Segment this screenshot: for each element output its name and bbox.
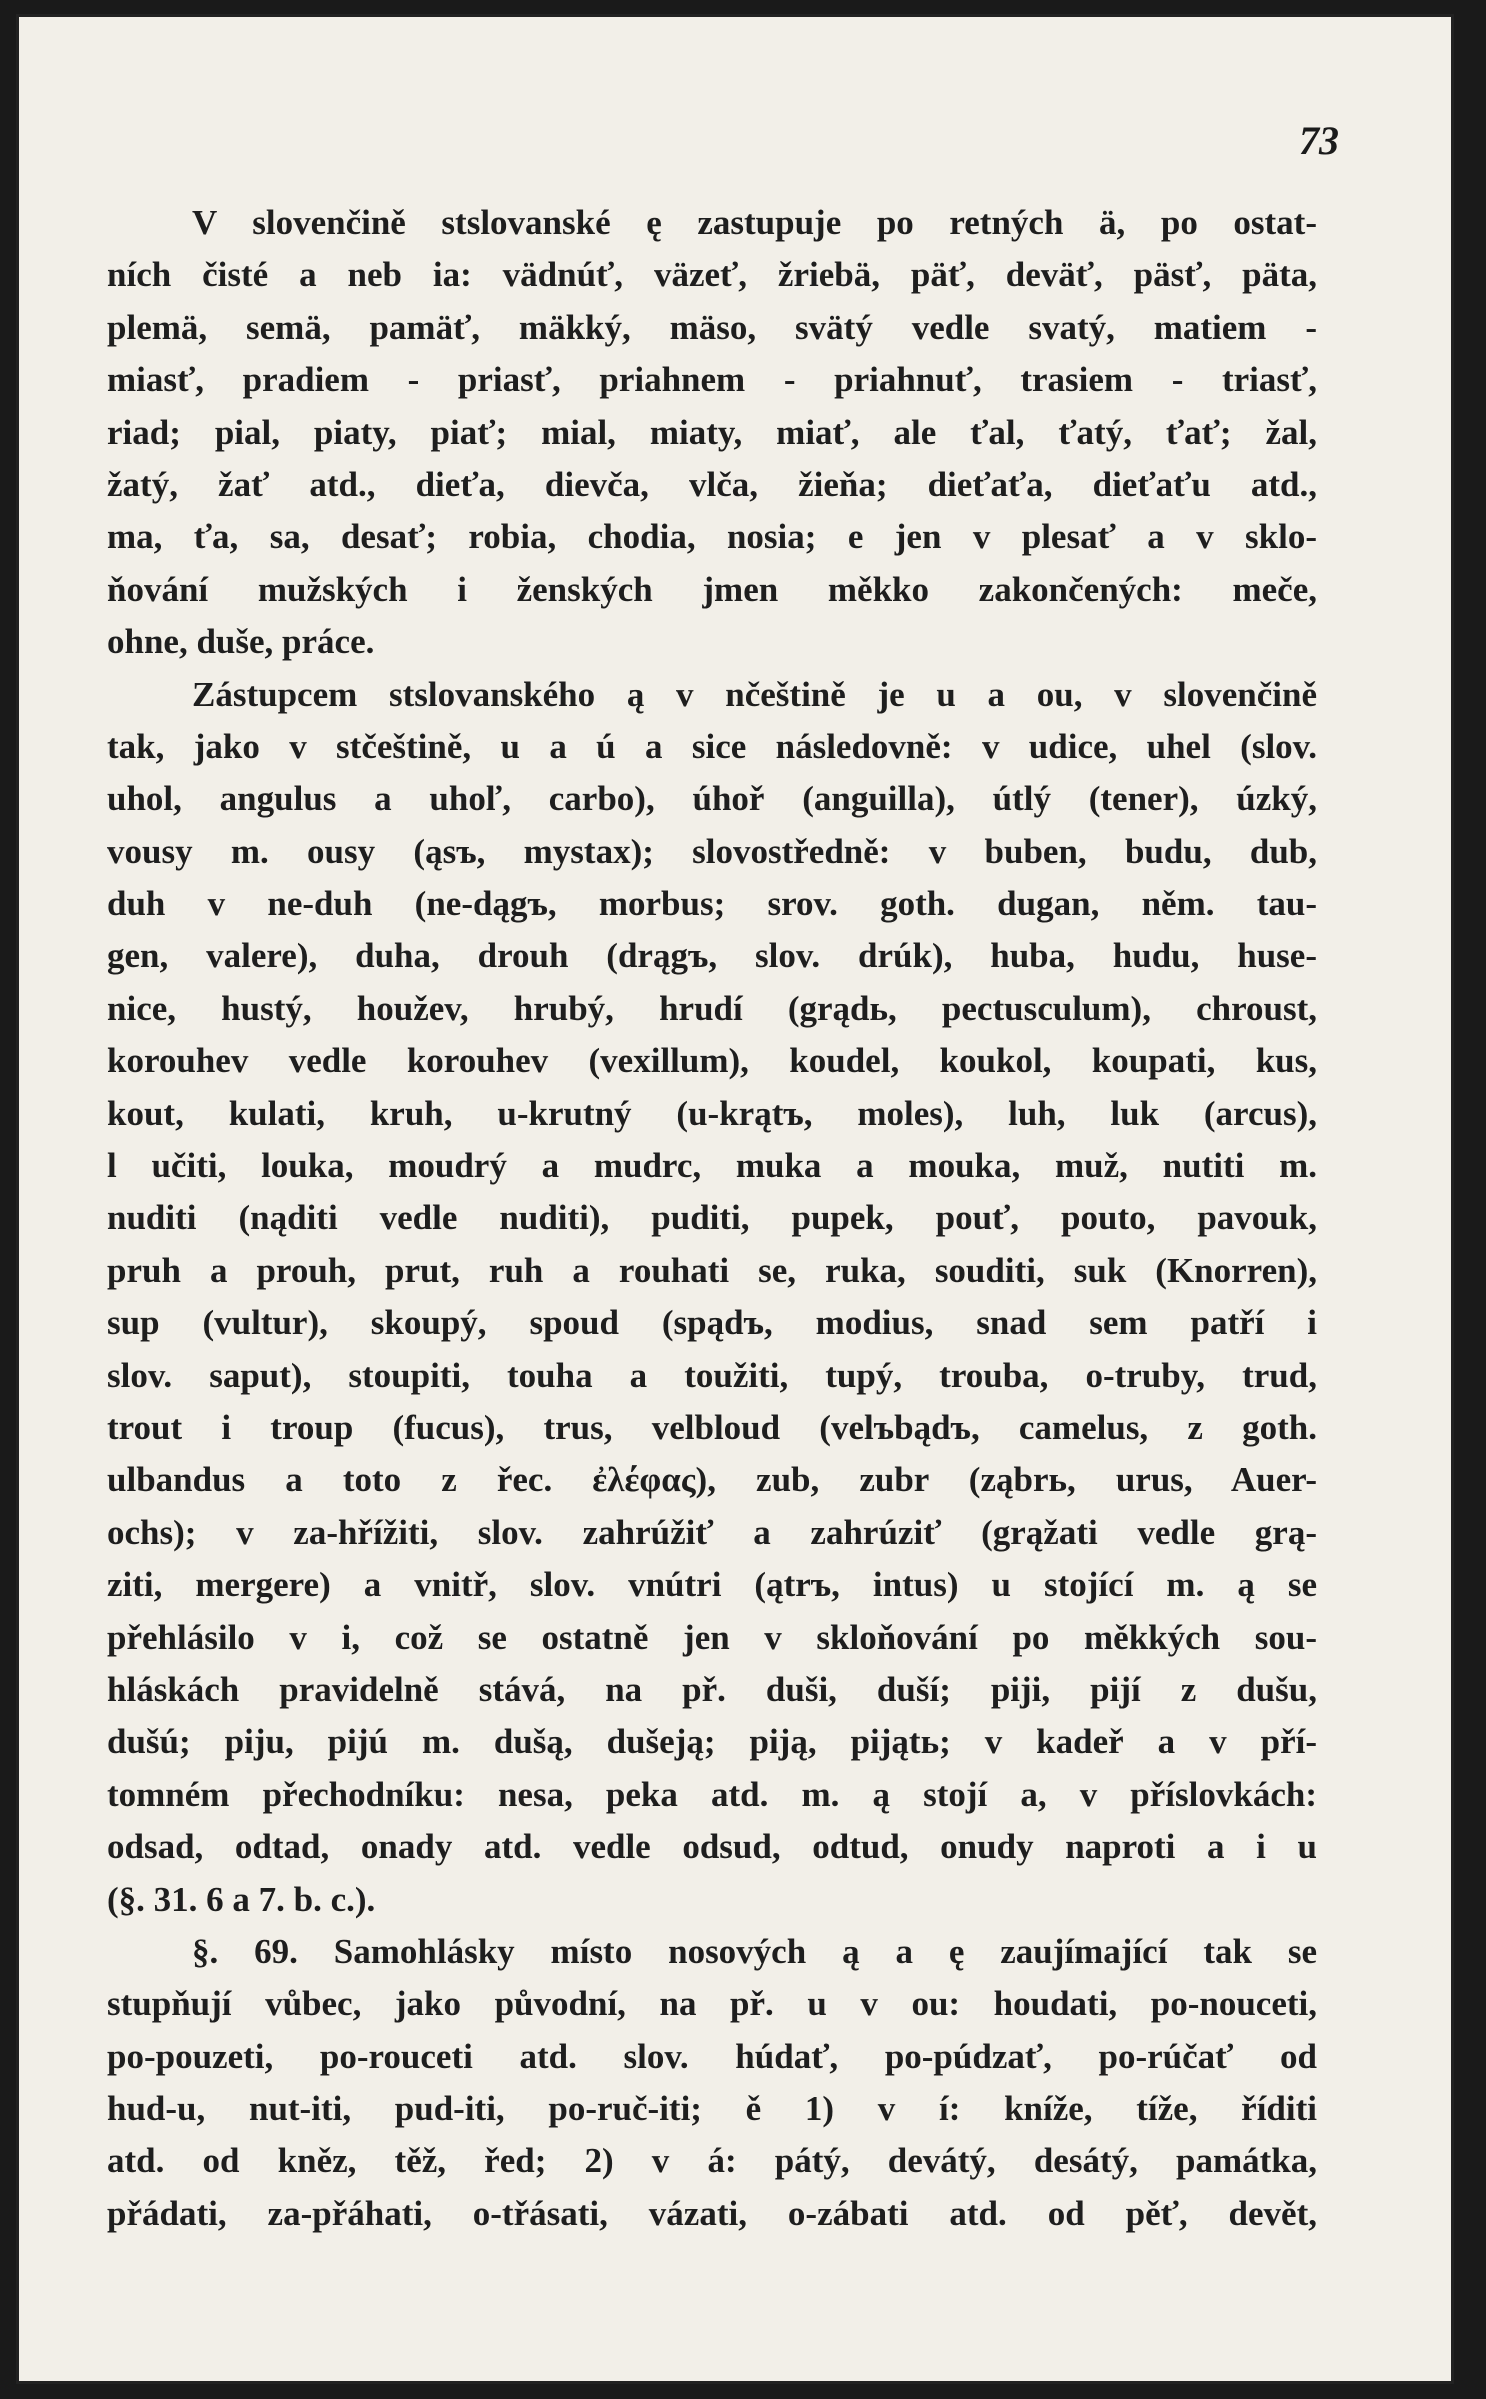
text-line: tomném přechodníku: nesa, peka atd. m. ą stojí a, v příslovkách: bbox=[107, 1774, 1317, 1814]
text-line: l učiti, louka, moudrý a mudrc, muka a mouka, muž, nutiti m. bbox=[107, 1146, 1317, 1186]
text-line: stupňují vůbec, jako původní, na př. u v ou: houdati, po-nouceti, bbox=[107, 1984, 1317, 2024]
text-line: odsad, odtad, onady atd. vedle odsud, odtud, onudy naproti a i u bbox=[107, 1827, 1317, 1867]
text-line: miasť, pradiem - priasť, priahnem - priahnuť, trasiem - triasť, bbox=[107, 360, 1317, 400]
text-line: atd. od kněz, těž, řed; 2) v á: pátý, devátý, desátý, památka, bbox=[107, 2141, 1317, 2181]
text-line: duh v ne-duh (ne-dągъ, morbus; srov. goth. dugan, něm. tau- bbox=[107, 884, 1317, 924]
text-line: nice, hustý, houžev, hrubý, hrudí (grądь, pectusculum), chroust, bbox=[107, 988, 1317, 1028]
text-line: ochs); v za-hřížiti, slov. zahrúžiť a zahrúziť (grąžati vedle grą- bbox=[107, 1512, 1317, 1552]
text-line: přehlásilo v i, což se ostatně jen v skloňování po měkkých sou- bbox=[107, 1617, 1317, 1657]
text-line: po-pouzeti, po-rouceti atd. slov. húdať, po-púdzať, po-rúčať od bbox=[107, 2036, 1317, 2076]
text-line: kout, kulati, kruh, u-krutný (u-krątъ, moles), luh, luk (arcus), bbox=[107, 1093, 1317, 1133]
text-line: plemä, semä, pamäť, mäkký, mäso, svätý vedle svatý, matiem - bbox=[107, 307, 1317, 347]
text-line: ziti, mergere) a vnitř, slov. vnútri (ątrъ, intus) u stojící m. ą se bbox=[107, 1565, 1317, 1605]
text-line: riad; pial, piaty, piať; mial, miaty, miať, ale ťal, ťatý, ťať; žal, bbox=[107, 412, 1317, 452]
body-text bbox=[107, 197, 1317, 2240]
text-line: vousy m. ousy (ąsъ, mystax); slovostředně: v buben, budu, dub, bbox=[107, 831, 1317, 871]
text-line: hláskách pravidelně stává, na př. duši, duší; piji, pijí z dušu, bbox=[107, 1669, 1317, 1709]
text-line: přádati, za-přáhati, o-třásati, vázati, o-zábati atd. od pěť, devět, bbox=[107, 2193, 1317, 2233]
text-line: §. 69. Samohlásky místo nosových ą a ę zaujímající tak se bbox=[192, 1931, 1317, 1971]
text-line: žatý, žať atd., dieťa, dievča, vlča, žieňa; dieťaťa, dieťaťu atd., bbox=[107, 464, 1317, 504]
text-line: pruh a prouh, prut, ruh a rouhati se, ruka, souditi, suk (Knorren), bbox=[107, 1250, 1317, 1290]
text-line: nuditi (nąditi vedle nuditi), puditi, pupek, pouť, pouto, pavouk, bbox=[107, 1198, 1317, 1238]
text-line: hud-u, nut-iti, pud-iti, po-ruč-iti; ě 1) v í: kníže, tíže, říditi bbox=[107, 2089, 1317, 2129]
text-line: ma, ťa, sa, desať; robia, chodia, nosia; e jen v plesať a v sklo- bbox=[107, 517, 1317, 557]
text-line: trout i troup (fucus), trus, velbloud (velъbądъ, camelus, z goth. bbox=[107, 1407, 1317, 1447]
text-line: tak, jako v stčeštině, u a ú a sice následovně: v udice, uhel (slov. bbox=[107, 726, 1317, 766]
text-line: ňování mužských i ženských jmen měkko zakončených: meče, bbox=[107, 569, 1317, 609]
text-line: ulbandus a toto z řec. ἐλέφας), zub, zubr (ząbrь, urus, Auer- bbox=[107, 1460, 1317, 1500]
text-line: dušú; piju, pijú m. dušą, dušeją; piją, pijątь; v kadeř a v pří- bbox=[107, 1722, 1317, 1762]
text-line: uhol, angulus a uhoľ, carbo), úhoř (anguilla), útlý (tener), úzký, bbox=[107, 779, 1317, 819]
text-line: V slovenčině stslovanské ę zastupuje po retných ä, po ostat- bbox=[192, 203, 1317, 242]
text-line: sup (vultur), skoupý, spoud (spądъ, modius, snad sem patří i bbox=[107, 1303, 1317, 1343]
text-line: gen, valere), duha, drouh (drągъ, slov. drúk), huba, hudu, huse- bbox=[107, 936, 1317, 976]
text-line: slov. saput), stoupiti, touha a toužiti, tupý, trouba, o-truby, trud, bbox=[107, 1355, 1317, 1395]
book-page bbox=[16, 14, 1454, 2384]
text-line: ních čisté a neb ia: vädnúť, väzeť, žriebä, päť, deväť, päsť, päta, bbox=[107, 255, 1317, 295]
text-line: (§. 31. 6 a 7. b. c.). bbox=[107, 1879, 376, 1919]
text-line: Zástupcem stslovanského ą v nčeštině je u a ou, v slovenčině bbox=[192, 674, 1317, 714]
text-line: ohne, duše, práce. bbox=[107, 622, 375, 662]
text-line: korouhev vedle korouhev (vexillum), koudel, koukol, koupati, kus, bbox=[107, 1041, 1317, 1081]
page-number: 73 bbox=[1299, 118, 1339, 163]
